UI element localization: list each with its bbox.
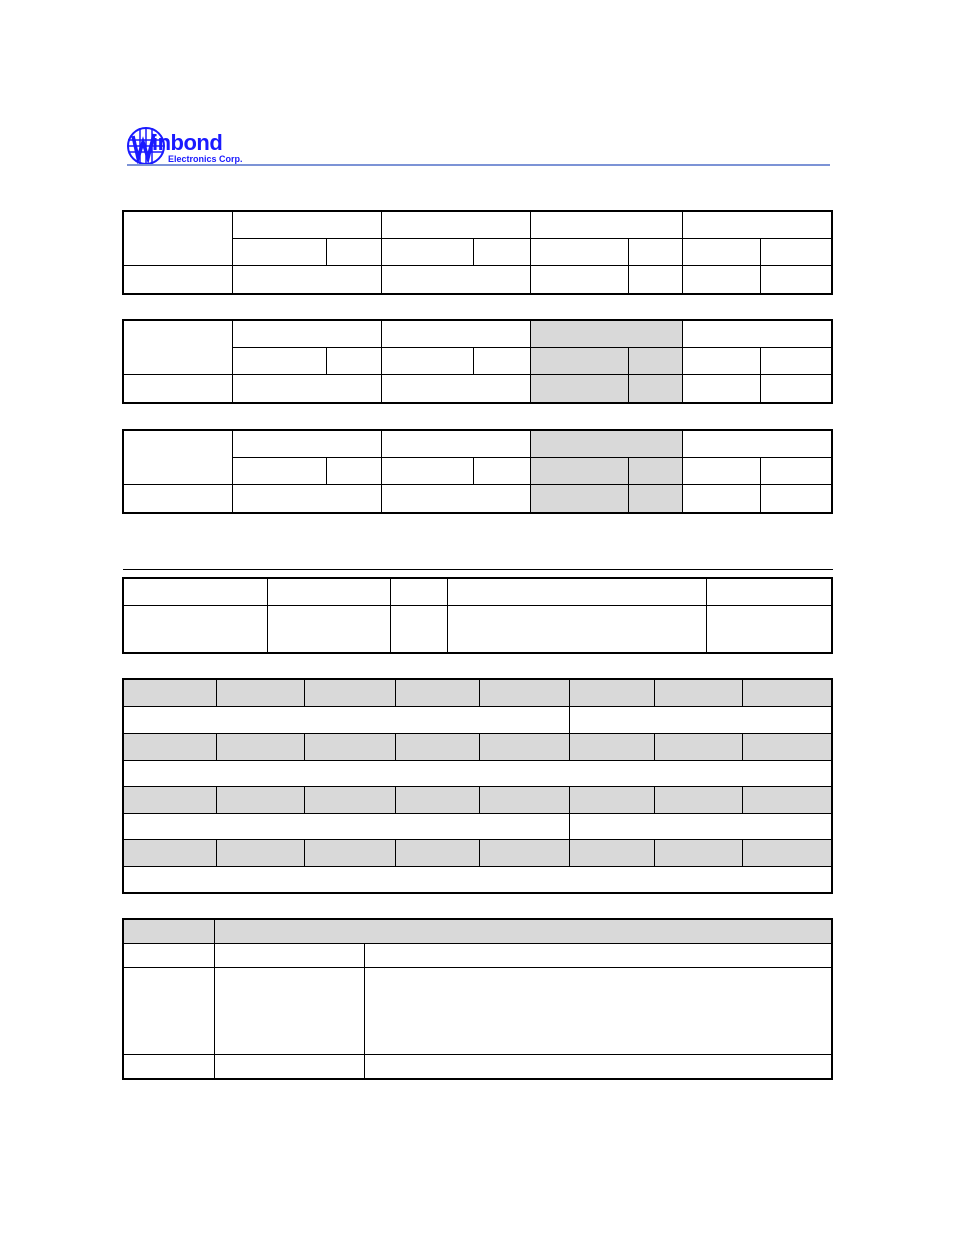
table-cell-shaded	[531, 485, 629, 513]
table-cell	[761, 266, 832, 294]
table-cell	[474, 458, 531, 485]
header-cell	[124, 920, 215, 944]
table-cell	[124, 375, 233, 403]
table-cell	[531, 239, 629, 266]
table-cell-shaded	[531, 431, 683, 458]
table-cell	[382, 375, 531, 403]
bit-cell	[396, 680, 480, 707]
field-cell	[124, 814, 570, 840]
table-cell	[233, 458, 327, 485]
bit-cell	[655, 787, 743, 814]
table-cell	[233, 266, 382, 294]
table-cell	[233, 485, 382, 513]
bit-cell	[743, 734, 832, 761]
timing-table-2	[123, 320, 832, 403]
table-cell	[124, 579, 268, 606]
table-cell	[683, 485, 761, 513]
table-cell	[365, 968, 832, 1055]
table-cell	[683, 375, 761, 403]
table-cell	[382, 266, 531, 294]
table-cell	[382, 321, 531, 348]
bit-cell	[124, 680, 217, 707]
table-cell	[391, 579, 448, 606]
field-cell	[570, 814, 832, 840]
bit-cell	[124, 787, 217, 814]
table-cell	[382, 239, 474, 266]
table-cell	[683, 321, 832, 348]
bit-cell	[743, 680, 832, 707]
bit-cell	[217, 787, 305, 814]
table-cell-shaded	[629, 375, 683, 403]
table-cell	[215, 968, 365, 1055]
table-cell	[761, 348, 832, 375]
logo-wordmark: inbond	[152, 130, 223, 155]
table-cell	[683, 239, 761, 266]
table-cell	[124, 212, 233, 266]
table-cell	[391, 606, 448, 653]
bit-cell	[396, 734, 480, 761]
table-cell	[327, 458, 382, 485]
table-cell	[707, 579, 832, 606]
table-cell	[629, 239, 683, 266]
bit-cell	[396, 840, 480, 867]
timing-table-1	[123, 211, 832, 294]
table-cell	[683, 431, 832, 458]
table-cell	[683, 266, 761, 294]
bit-cell	[743, 787, 832, 814]
table-cell	[124, 431, 233, 485]
bit-cell	[480, 840, 570, 867]
bit-cell	[570, 680, 655, 707]
bit-cell	[217, 680, 305, 707]
table-cell	[683, 212, 832, 239]
field-cell	[124, 761, 832, 787]
table-cell	[761, 239, 832, 266]
timing-table-3	[123, 430, 832, 513]
register-summary-table	[123, 578, 832, 653]
table-cell	[327, 348, 382, 375]
table-cell	[215, 1055, 365, 1079]
bit-cell	[570, 787, 655, 814]
table-cell	[233, 348, 327, 375]
table-cell	[382, 212, 531, 239]
table-cell	[365, 944, 832, 968]
table-cell	[531, 266, 629, 294]
table-cell	[327, 239, 382, 266]
table-cell	[124, 1055, 215, 1079]
bit-cell	[217, 734, 305, 761]
table-cell-shaded	[629, 458, 683, 485]
field-cell	[124, 707, 570, 734]
table-cell	[124, 606, 268, 653]
header-rule	[127, 164, 830, 166]
table-cell-shaded	[531, 348, 629, 375]
table-cell	[448, 606, 707, 653]
winbond-logo	[127, 126, 252, 166]
table-cell-shaded	[629, 485, 683, 513]
table-cell	[233, 212, 382, 239]
table-cell	[215, 944, 365, 968]
logo-subtitle: Electronics Corp.	[168, 154, 243, 164]
bit-cell	[743, 840, 832, 867]
table-cell	[268, 579, 391, 606]
table-cell	[531, 212, 683, 239]
table-cell	[683, 348, 761, 375]
table-cell	[124, 485, 233, 513]
table-cell	[268, 606, 391, 653]
bit-cell	[305, 840, 396, 867]
table-cell	[474, 239, 531, 266]
bit-cell	[124, 840, 217, 867]
table-cell	[233, 431, 382, 458]
table-cell	[233, 321, 382, 348]
bit-cell	[124, 734, 217, 761]
table-cell	[382, 485, 531, 513]
table-cell-shaded	[531, 321, 683, 348]
bit-cell	[305, 734, 396, 761]
table-cell-shaded	[531, 375, 629, 403]
table-cell	[761, 375, 832, 403]
bit-cell	[655, 734, 743, 761]
table-cell	[233, 239, 327, 266]
bit-description-table	[123, 919, 832, 1079]
table-cell	[707, 606, 832, 653]
bit-cell	[305, 680, 396, 707]
table-cell	[761, 485, 832, 513]
table-cell	[683, 458, 761, 485]
table-cell	[761, 458, 832, 485]
bit-cell	[570, 734, 655, 761]
table-cell-shaded	[629, 348, 683, 375]
bit-map-table	[123, 679, 832, 893]
table-cell	[124, 944, 215, 968]
bit-cell	[655, 840, 743, 867]
table-cell	[474, 348, 531, 375]
table-cell	[382, 348, 474, 375]
table-cell	[233, 375, 382, 403]
bit-cell	[396, 787, 480, 814]
table-cell	[124, 266, 233, 294]
table-cell	[365, 1055, 832, 1079]
table-cell	[382, 431, 531, 458]
bit-cell	[480, 734, 570, 761]
bit-cell	[480, 680, 570, 707]
table-cell	[124, 321, 233, 375]
field-cell	[570, 707, 832, 734]
bit-cell	[570, 840, 655, 867]
section-divider	[123, 569, 833, 570]
table-cell	[124, 968, 215, 1055]
bit-cell	[480, 787, 570, 814]
table-cell	[448, 579, 707, 606]
table-cell-shaded	[531, 458, 629, 485]
field-cell	[124, 867, 832, 893]
table-cell	[629, 266, 683, 294]
bit-cell	[217, 840, 305, 867]
bit-cell	[305, 787, 396, 814]
bit-cell	[655, 680, 743, 707]
table-cell	[382, 458, 474, 485]
header-cell	[215, 920, 832, 944]
